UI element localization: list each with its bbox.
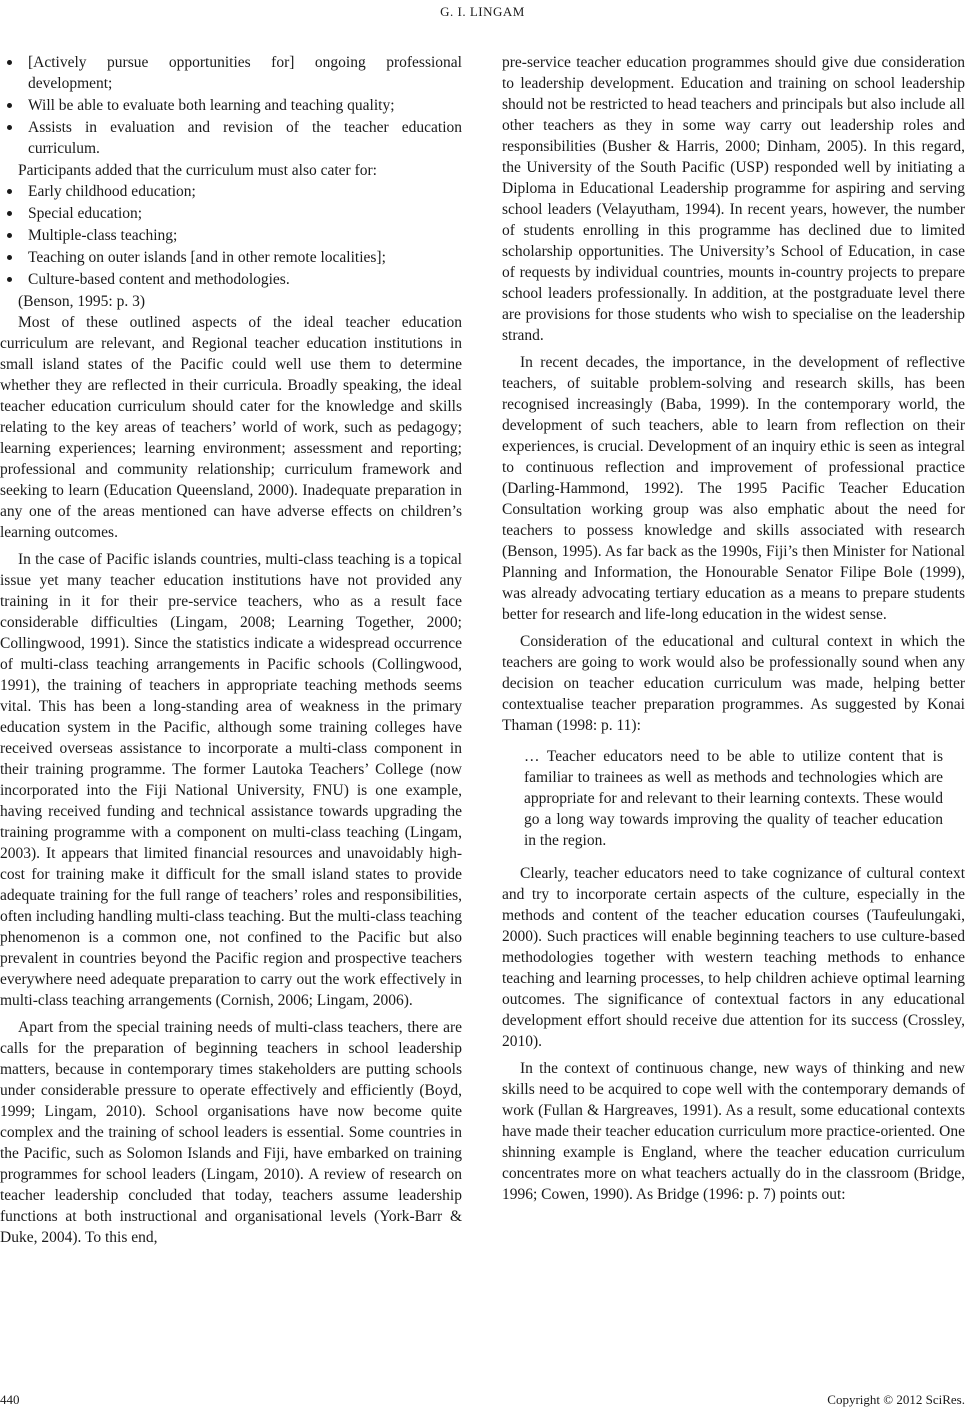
list-item: Assists in evaluation and revision of the teacher education curriculum. — [0, 117, 462, 159]
paragraph: In the context of continuous change, new ways of thinking and new skills need to be acquired to cope well with the contemporary demands of work (Fullan & Hargreaves, 1991). As a result, some educational contexts have made their teacher education curriculum more practice-oriented. One shinning example is England, where the teacher education curriculum concentrates more on what teachers actually do in the classroom (Bridge, 1996; Cowen, 1990). As Bridge (1996: p. 7) points out: — [502, 1060, 965, 1203]
list-item: Multiple-class teaching; — [0, 225, 462, 246]
paragraph: Consideration of the educational and cultural context in which the teachers are going to work would also be professionally sound when any decision on teacher education curriculum was made, helping better contextualise teacher preparation programmes. As suggested by Konai Thaman (1998: p. 11): — [502, 633, 965, 734]
bullet-list-outcomes — [0, 52, 462, 159]
bullet-icon — [7, 233, 12, 238]
bullet-icon — [7, 255, 12, 260]
list-item: Will be able to evaluate both learning and teaching quality; — [0, 95, 462, 116]
bullet-icon — [7, 211, 12, 216]
paragraph: Clearly, teacher educators need to take cognizance of cultural context and try to incorporate certain aspects of the culture, especially in the methods and content of the teacher education courses (Taufeulungaki, 2000). Such practices will enable beginning teachers to use culture-based methodologies together with western teaching methods to enhance teaching and learning processes, to help children achieve optimal learning outcomes. The significance of contextual factors in any educational development effort should receive due attention for its success (Crossley, 2010). — [502, 865, 965, 1050]
paragraph: In the case of Pacific islands countries, multi-class teaching is a topical issue yet many teacher education institutions have not provided any training in it for their pre-service teachers, who as a result face considerable difficulties (Lingam, 2008; Learning Together, 2000; Collingwood, 1991). Since the statistics indicate a widespread occurrence of multi-class teaching arrangements in Pacific schools (Collingwood, 1991), the training of teachers in appropriate teaching methods seems vital. This has been a long-standing area of weakness in the primary education system in the Pacific, although some training colleges have received overseas assistance to incorporate a multi-class component in their training programme. The former Lautoka Teachers’ College (now incorporated into the Fiji National University, FNU) is one example, having received funding and technical assistance towards upgrading the training programme with a component on multi-class teaching (Lingam, 2003). It appears that limited financial resources and unavoidably high-cost for training make it difficult for the small island states to provide adequate training for the full range of teachers’ roles and responsibilities, often including handling multi-class teaching. But the multi-class teaching phenomenon is a common one, not confined to the Pacific but also prevalent in countries beyond the Pacific region and prospective teachers everywhere need adequate preparation to carry out the work effectively in multi-class teaching arrangements (Cornish, 2006; Lingam, 2006). — [0, 551, 462, 1009]
left-column — [0, 52, 462, 1248]
copyright-notice: Copyright © 2012 SciRes. — [827, 1392, 965, 1407]
participants-line: Participants added that the curriculum must also cater for: — [18, 162, 377, 179]
list-item: Early childhood education; — [0, 181, 462, 202]
bullet-icon — [7, 103, 12, 108]
list-item: Special education; — [0, 203, 462, 224]
list-item: [Actively pursue opportunities for] ongoing professional development; — [0, 52, 462, 94]
paragraph: Apart from the special training needs of multi-class teachers, there are calls for the preparation of beginning teachers in school leadership matters, because in contemporary times stakeholders are putting schools under considerable pressure to operate effectively and efficiently (Boyd, 1999; Lingam, 2010). School organisations have now become quite complex and the training of school leaders is essential. Some countries in the Pacific, such as Solomon Islands and Fiji, have embarked on training programmes for school leaders (Lingam, 2010). A review of research on teacher leadership concluded that today, teachers assume leadership functions at both instructional and organisational levels (York-Barr & Duke, 2004). To this end, — [0, 1019, 462, 1246]
bullet-icon — [7, 125, 12, 130]
paragraph: In recent decades, the importance, in the development of reflective teachers, of suitable problem-solving and research skills, has been recognised increasingly (Baba, 1999). In the contemporary world, the development of such teachers, able to learn from reflection on their experiences, is crucial. Development of an inquiry ethic is seen as integral to continuous reflection and improvement of professional practice (Darling-Hammond, 1992). The 1995 Pacific Teacher Education Consultation working group was also emphatic about the need for teachers to possess knowledge and skills associated with research (Benson, 1995). As far back as the 1990s, Fiji’s then Minister for National Planning and Information, the Honourable Senator Filipe Bole (1999), was already advocating tertiary education as a means to prepare students better for research and life-long education in the widest sense. — [502, 354, 965, 623]
list-item: Teaching on outer islands [and in other remote localities]; — [0, 247, 462, 268]
paragraph: Most of these outlined aspects of the ideal teacher education curriculum are relevant, and Regional teacher education institutions in small island states of the Pacific could well use them to determine whether they are reflected in their curricula. Broadly speaking, the ideal teacher education curriculum should cater for the knowledge and skills relating to the key areas of teachers’ world of work, such as pedagogy; learning experiences; learning environment; assessment and reporting; professional and community relationship; curriculum framework and seeking to learn (Education Queensland, 2000). Inadequate preparation in any one of the areas mentioned can have adverse effects on children’s learning outcomes. — [0, 314, 462, 541]
list-item: Culture-based content and methodologies. — [0, 269, 462, 290]
bullet-icon — [7, 277, 12, 282]
page-number: 440 — [0, 1392, 20, 1407]
block-quote: … Teacher educators need to be able to utilize content that is familiar to trainees as well as methods and technologies which are appropriate for and relevant to their learning contexts. These would go a long way towards improving the quality of teacher education in the region. — [524, 748, 943, 849]
bullet-icon — [7, 189, 12, 194]
citation: (Benson, 1995: p. 3) — [18, 293, 146, 310]
right-column — [502, 52, 965, 1205]
bullet-list-cater — [0, 181, 462, 290]
paragraph: pre-service teacher education programmes should give due consideration to leadership development. Education and training on school leadership should not be restricted to head teachers and principals but also include all other teachers as they in some way carry out leadership roles and responsibilities (Busher & Harris, 2000; Dinham, 2005). In this regard, the University of the South Pacific (USP) responded well by initiating a Diploma in Educational Leadership programme for aspiring and serving school leaders (Velayutham, 1994). In recent years, however, the number of students enrolling in this programme has declined due to limited scholarship opportunities. The University’s School of Education, in case of requests by individual countries, mounts in-country projects to prepare school leaders professionally. In addition, at the postgraduate level there are provisions for those students who wish to specialise on the leadership strand. — [502, 54, 965, 344]
bullet-icon — [7, 60, 12, 65]
running-head: G. I. LINGAM — [440, 4, 525, 19]
